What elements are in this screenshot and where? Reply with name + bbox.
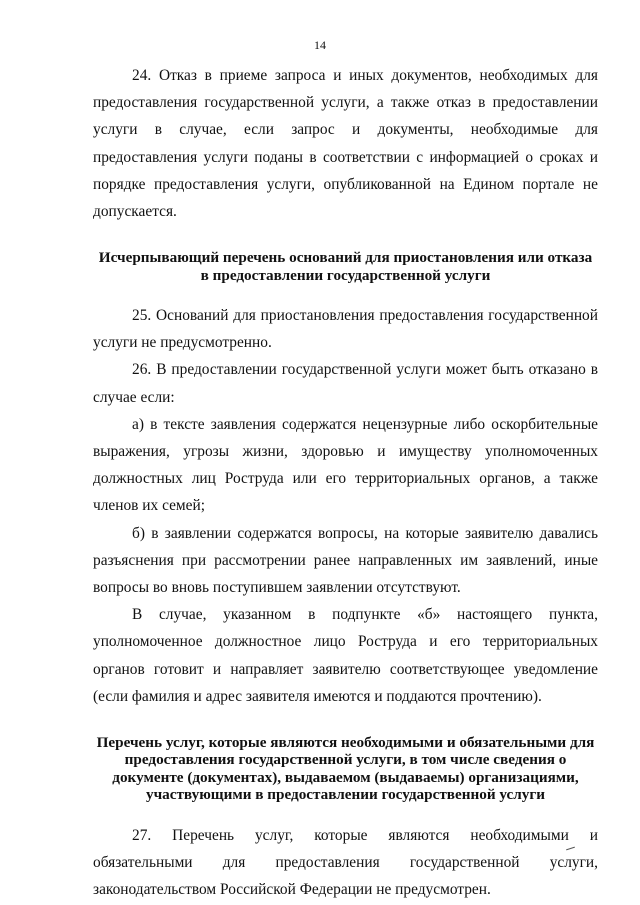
section-heading-grounds-for-refusal: Исчерпывающий перечень оснований для приостановления или отказа в предоставлении государственной услуги: [98, 249, 593, 284]
paragraph-25: 25. Оснований для приостановления предоставления государственной услуги не предусмотренно.: [93, 307, 598, 352]
list-item-b: б) в заявлении содержатся вопросы, на которые заявителю давались разъяснения при рассмотрении ранее направленных им заявлений, иные вопросы во вновь поступившем заявлении отсутствуют.: [93, 524, 598, 597]
paragraph-26: 26. В предоставлении государственной услуги может быть отказано в случае если:: [93, 361, 598, 406]
paragraph-24: 24. Отказ в приеме запроса и иных документов, необходимых для предоставления государственной услуги, а также отказ в предоставлении услуги в случае, если запрос и документы, необходимые для предоставления услуги поданы в соответствии с информацией о сроках и порядке предоставления услуги, опубликованной на Едином портале не допускается.: [93, 67, 598, 221]
page-number: 14: [314, 38, 326, 52]
paragraph-27: 27. Перечень услуг, которые являются необходимыми и обязательными для предоставления государственной услуги, законодательством Российской Федерации не предусмотрен.: [93, 826, 598, 899]
document-body: [93, 62, 598, 903]
paragraph-case: В случае, указанном в подпункте «б» настоящего пункта, уполномоченное должностное лицо Роструда и его территориальных органов готовит и направляет заявителю соответствующее уведомление (если фамилия и адрес заявителя имеются и поддаются прочтению).: [93, 606, 598, 705]
list-item-a: а) в тексте заявления содержатся нецензурные либо оскорбительные выражения, угрозы жизни, здоровью и имуществу уполномоченных должностных лиц Роструда или его территориальных органов, а также членов их семей;: [93, 415, 598, 515]
section-heading-required-services: Перечень услуг, которые являются необходимыми и обязательными для предоставления государственной услуги, в том числе сведения о документе (документах), выдаваемом (выдаваемы) организациями, участвующими в предоставлении государственной услуги: [96, 734, 595, 804]
